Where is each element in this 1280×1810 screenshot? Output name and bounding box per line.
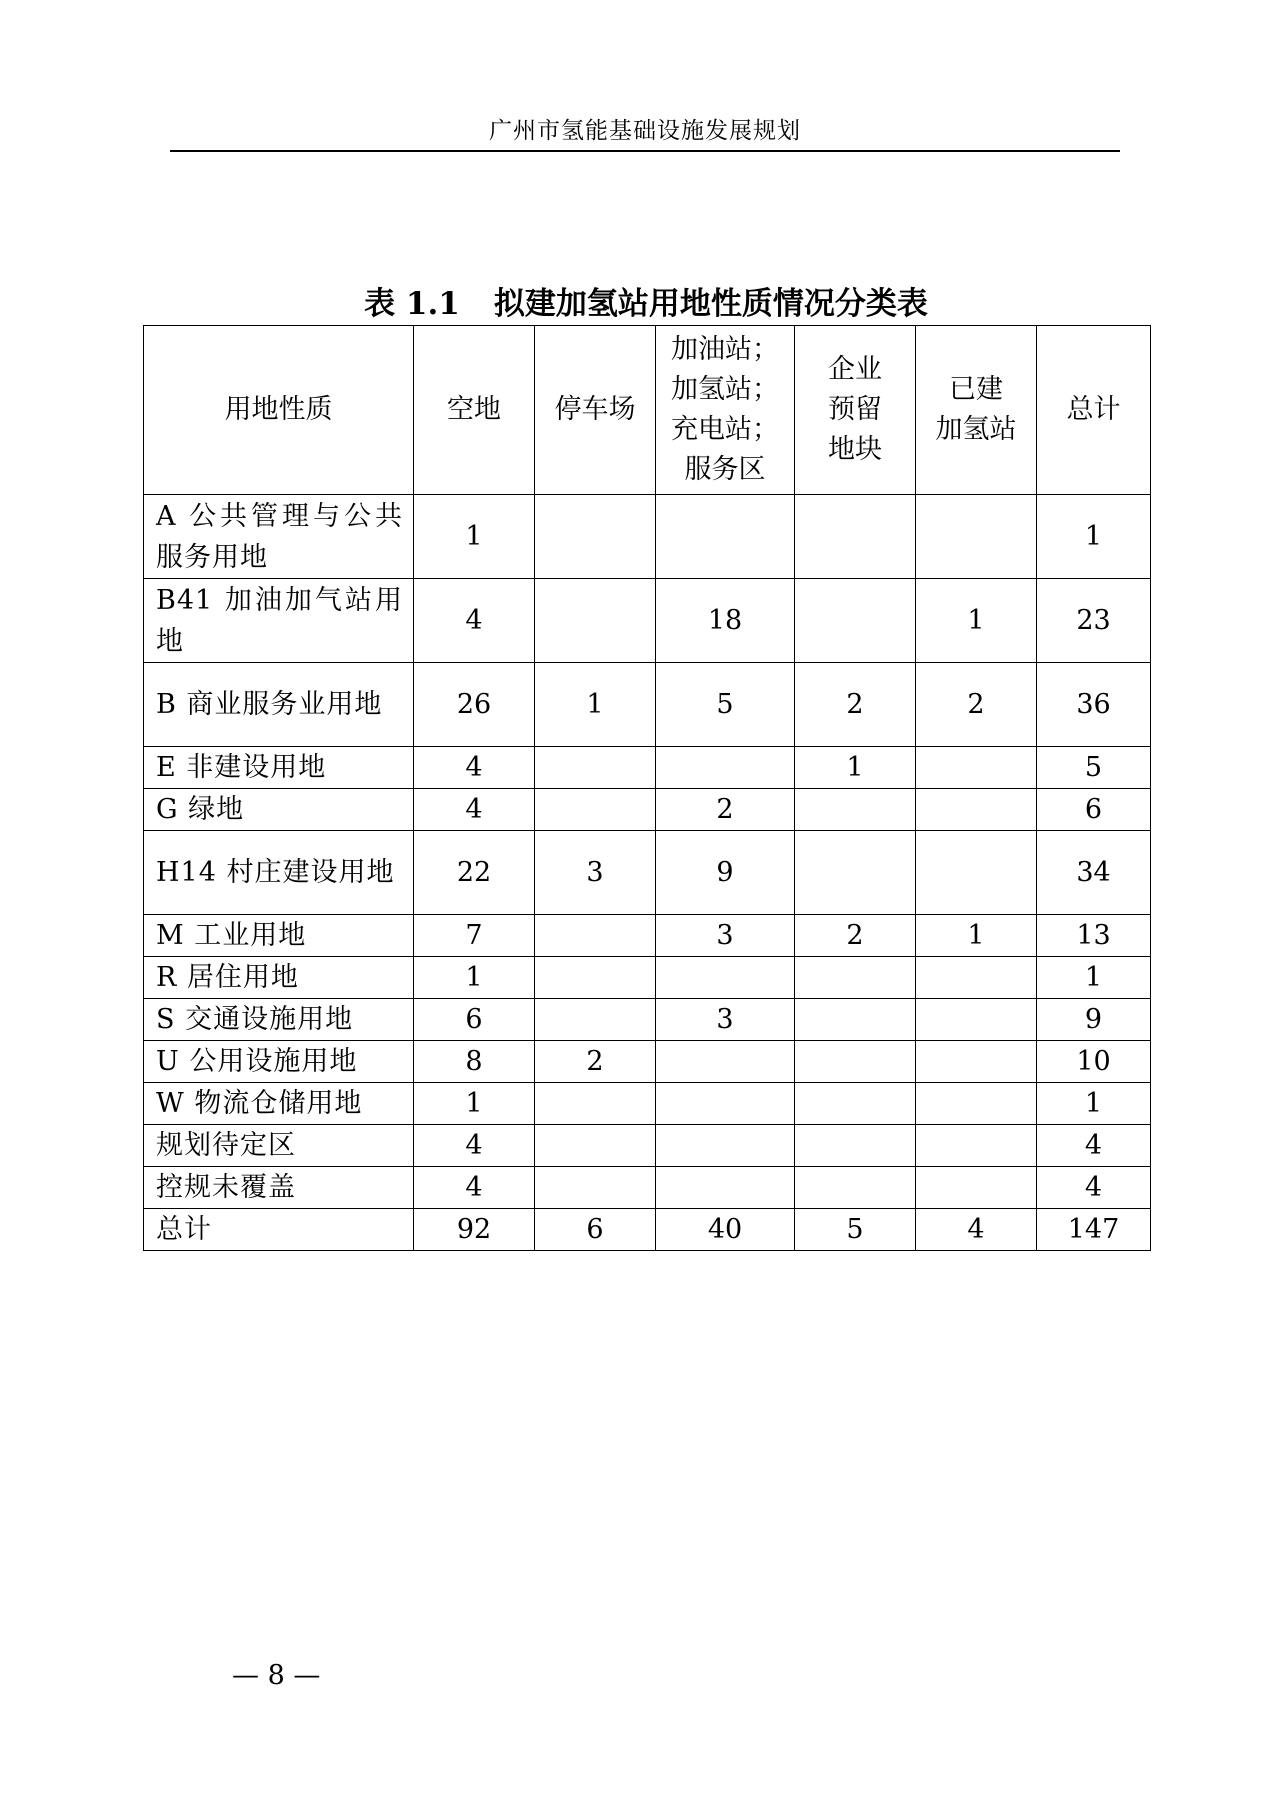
row-label: S 交通设施用地	[144, 999, 414, 1041]
table-cell	[916, 999, 1037, 1041]
column-header	[414, 326, 535, 495]
header-divider	[170, 150, 1120, 152]
column-header-line: 用地性质	[224, 394, 333, 425]
table-cell	[795, 1167, 916, 1209]
table-cell	[795, 789, 916, 831]
table-cell: 4	[1037, 1125, 1151, 1167]
table-cell	[656, 1083, 795, 1125]
table-cell	[795, 1125, 916, 1167]
table-cell: 4	[1037, 1167, 1151, 1209]
table-cell: 5	[795, 1209, 916, 1251]
column-header-line: 企业	[828, 354, 882, 385]
column-header	[1037, 326, 1151, 495]
table-row	[144, 1209, 1151, 1251]
table-row	[144, 789, 1151, 831]
row-label: 控规未覆盖	[144, 1167, 414, 1209]
row-label: U 公用设施用地	[144, 1041, 414, 1083]
table-cell: 2	[795, 915, 916, 957]
column-header-line: 停车场	[554, 394, 636, 425]
table-cell	[656, 1125, 795, 1167]
table-cell: 26	[414, 663, 535, 747]
column-header-line: 加氢站；	[671, 374, 779, 405]
table-row	[144, 1041, 1151, 1083]
table-cell	[535, 957, 656, 999]
table-cell	[535, 999, 656, 1041]
column-header-line: 加油站；	[671, 334, 779, 365]
table-cell: 6	[414, 999, 535, 1041]
table-caption-number: 表 1.1	[364, 286, 460, 322]
column-header	[795, 326, 916, 495]
table-cell: 3	[656, 999, 795, 1041]
table-cell: 1	[795, 747, 916, 789]
table-cell	[535, 495, 656, 579]
table-cell	[535, 579, 656, 663]
table-cell	[535, 747, 656, 789]
table-cell: 1	[916, 915, 1037, 957]
table-cell	[656, 957, 795, 999]
table-cell: 7	[414, 915, 535, 957]
table-cell: 4	[414, 1125, 535, 1167]
table-cell: 5	[656, 663, 795, 747]
table-cell	[916, 1167, 1037, 1209]
table-cell	[656, 495, 795, 579]
table-cell: 1	[414, 957, 535, 999]
column-header-line: 加氢站	[935, 414, 1017, 445]
table-cell	[656, 1167, 795, 1209]
table-cell: 1	[414, 495, 535, 579]
table-cell: 2	[656, 789, 795, 831]
row-label: B 商业服务业用地	[144, 663, 414, 747]
table-cell	[916, 1041, 1037, 1083]
table-cell: 147	[1037, 1209, 1151, 1251]
row-label: M 工业用地	[144, 915, 414, 957]
table-cell: 1	[1037, 495, 1151, 579]
table-header-row	[144, 326, 1151, 495]
row-label: R 居住用地	[144, 957, 414, 999]
table-row	[144, 1125, 1151, 1167]
table-cell: 9	[656, 831, 795, 915]
running-header: 广州市氢能基础设施发展规划	[489, 118, 801, 144]
table-cell: 13	[1037, 915, 1151, 957]
table-cell	[916, 957, 1037, 999]
table-caption-title: 拟建加氢站用地性质情况分类表	[493, 286, 928, 322]
table-row	[144, 747, 1151, 789]
table-cell: 4	[916, 1209, 1037, 1251]
table-row	[144, 579, 1151, 663]
column-header	[916, 326, 1037, 495]
row-label: 规划待定区	[144, 1125, 414, 1167]
table-cell: 3	[656, 915, 795, 957]
table-cell: 4	[414, 789, 535, 831]
column-header-line: 充电站；	[671, 414, 779, 445]
table-cell	[916, 1083, 1037, 1125]
table-cell	[916, 831, 1037, 915]
table-caption	[143, 278, 1149, 323]
table-cell: 10	[1037, 1041, 1151, 1083]
table-cell: 1	[535, 663, 656, 747]
table-cell: 1	[414, 1083, 535, 1125]
table-row	[144, 999, 1151, 1041]
column-header-line: 已建	[949, 374, 1003, 405]
page-number: — 8 —	[232, 1660, 321, 1691]
row-label: E 非建设用地	[144, 747, 414, 789]
table-cell	[795, 1041, 916, 1083]
table-row	[144, 957, 1151, 999]
row-label: A 公共管理与公共服务用地	[144, 495, 414, 579]
table-row	[144, 831, 1151, 915]
table-cell: 40	[656, 1209, 795, 1251]
column-header	[144, 326, 414, 495]
table-cell: 22	[414, 831, 535, 915]
table-cell	[535, 1125, 656, 1167]
table-cell	[656, 1041, 795, 1083]
column-header-line: 总计	[1066, 394, 1121, 425]
table-cell: 4	[414, 747, 535, 789]
row-label: 总计	[144, 1209, 414, 1251]
land-use-table	[143, 325, 1151, 1251]
table-cell	[535, 915, 656, 957]
table-cell	[916, 1125, 1037, 1167]
table-cell: 5	[1037, 747, 1151, 789]
table-row	[144, 1167, 1151, 1209]
table-cell: 2	[795, 663, 916, 747]
table-row	[144, 495, 1151, 579]
table-cell: 6	[535, 1209, 656, 1251]
table-cell	[916, 789, 1037, 831]
row-label: W 物流仓储用地	[144, 1083, 414, 1125]
table-cell: 18	[656, 579, 795, 663]
column-header	[656, 326, 795, 495]
table-cell: 92	[414, 1209, 535, 1251]
column-header-line: 地块	[828, 434, 882, 465]
table-row	[144, 1083, 1151, 1125]
table-cell: 2	[916, 663, 1037, 747]
row-label: G 绿地	[144, 789, 414, 831]
table-cell	[916, 747, 1037, 789]
table-cell	[795, 579, 916, 663]
table-cell: 3	[535, 831, 656, 915]
table-cell	[795, 957, 916, 999]
table-cell: 8	[414, 1041, 535, 1083]
table-cell: 34	[1037, 831, 1151, 915]
table-cell	[656, 747, 795, 789]
table-cell: 4	[414, 579, 535, 663]
table-cell	[535, 789, 656, 831]
table-cell: 1	[1037, 1083, 1151, 1125]
table-cell: 9	[1037, 999, 1151, 1041]
table-cell	[795, 831, 916, 915]
table-cell	[535, 1083, 656, 1125]
table-cell: 6	[1037, 789, 1151, 831]
table-cell: 2	[535, 1041, 656, 1083]
column-header	[535, 326, 656, 495]
table-cell: 36	[1037, 663, 1151, 747]
column-header-line: 空地	[447, 394, 501, 425]
table-cell	[535, 1167, 656, 1209]
row-label: H14 村庄建设用地	[144, 831, 414, 915]
table-cell	[916, 495, 1037, 579]
table-cell: 23	[1037, 579, 1151, 663]
table-row	[144, 663, 1151, 747]
column-header-line: 预留	[828, 394, 882, 425]
table-cell: 1	[1037, 957, 1151, 999]
table-cell	[795, 495, 916, 579]
table-cell: 4	[414, 1167, 535, 1209]
row-label: B41 加油加气站用地	[144, 579, 414, 663]
table-cell	[795, 1083, 916, 1125]
column-header-line: 服务区	[684, 454, 766, 485]
table-cell	[795, 999, 916, 1041]
table-cell: 1	[916, 579, 1037, 663]
table-row	[144, 915, 1151, 957]
